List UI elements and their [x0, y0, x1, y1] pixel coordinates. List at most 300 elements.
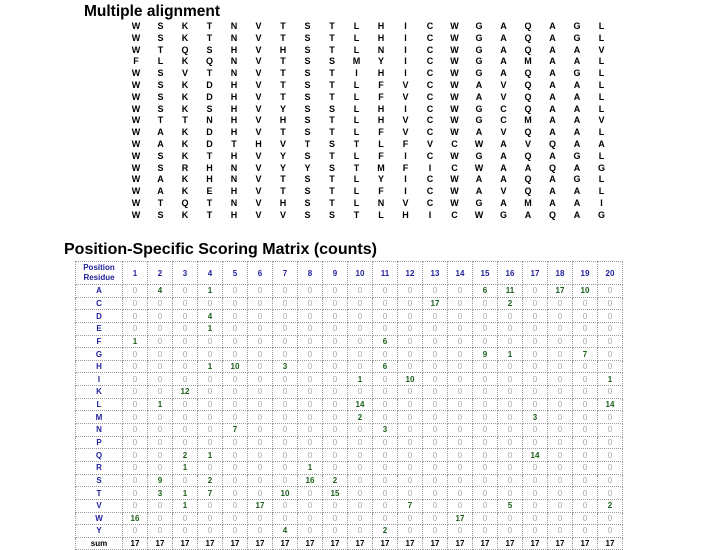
count-cell: 0: [273, 373, 298, 386]
sum-cell: 17: [123, 537, 148, 550]
sum-label: sum: [76, 537, 123, 550]
alignment-residue: I: [428, 209, 432, 220]
count-cell: 0: [348, 449, 373, 462]
count-cell: 0: [423, 398, 448, 411]
alignment-residue: C: [426, 80, 434, 90]
count-cell: 0: [448, 335, 473, 348]
alignment-residue: L: [353, 186, 360, 197]
count-cell: 0: [473, 461, 498, 474]
pssm-row-w: [76, 512, 623, 525]
alignment-residue: I: [404, 186, 407, 197]
count-cell: 0: [298, 424, 323, 437]
alignment-residue: A: [598, 139, 605, 149]
count-cell: 0: [423, 525, 448, 538]
alignment-residue: T: [206, 68, 213, 79]
count-cell: 7: [198, 487, 223, 500]
sum-cell: 17: [423, 537, 448, 550]
alignment-residue: T: [206, 209, 213, 220]
alignment-residue: C: [451, 162, 458, 173]
alignment-residue: S: [304, 21, 311, 31]
alignment-residue: A: [549, 174, 556, 185]
sum-cell: 17: [448, 537, 473, 550]
count-cell: 0: [148, 436, 173, 449]
alignment-residue: H: [230, 115, 238, 126]
count-cell: 0: [573, 373, 598, 386]
alignment-residue: W: [450, 56, 459, 67]
alignment-residue: V: [279, 139, 286, 149]
count-cell: 0: [548, 424, 573, 437]
residue-label: A: [76, 285, 123, 298]
alignment-residue: I: [404, 174, 407, 185]
count-cell: 0: [398, 285, 423, 298]
count-cell: 1: [148, 398, 173, 411]
alignment-residue: A: [549, 198, 556, 208]
alignment-residue: L: [378, 209, 384, 220]
alignment-residue: C: [426, 115, 434, 126]
alignment-residue: W: [131, 115, 141, 126]
position-header: 19: [573, 262, 598, 285]
count-cell: 0: [548, 373, 573, 386]
alignment-residue: A: [573, 186, 581, 197]
count-cell: 0: [423, 348, 448, 361]
count-cell: 0: [523, 310, 548, 323]
count-cell: 0: [473, 449, 498, 462]
count-cell: 0: [573, 512, 598, 525]
count-cell: 0: [173, 398, 198, 411]
count-cell: 0: [548, 348, 573, 361]
alignment-residue: S: [304, 91, 311, 102]
alignment-residue: Q: [524, 150, 532, 161]
count-cell: 4: [148, 285, 173, 298]
alignment-residue: K: [181, 91, 189, 102]
count-cell: 0: [423, 285, 448, 298]
alignment-residue: V: [255, 91, 262, 102]
alignment-residue: A: [475, 186, 483, 197]
alignment-residue: S: [304, 80, 311, 90]
alignment-residue: N: [230, 174, 238, 185]
count-cell: 0: [498, 310, 523, 323]
alignment-residue: V: [598, 44, 605, 55]
count-cell: 0: [223, 310, 248, 323]
alignment-residue: W: [474, 139, 484, 149]
count-cell: 0: [323, 360, 348, 373]
count-cell: 0: [198, 424, 223, 437]
alignment-residue: A: [549, 127, 556, 138]
count-cell: 1: [298, 461, 323, 474]
count-cell: 0: [523, 297, 548, 310]
alignment-residue: V: [402, 198, 409, 208]
alignment-residue: G: [597, 162, 605, 173]
count-cell: 0: [473, 512, 498, 525]
count-cell: 0: [373, 436, 398, 449]
count-cell: 0: [598, 348, 623, 361]
count-cell: 14: [348, 398, 373, 411]
alignment-residue: V: [255, 209, 262, 220]
count-cell: 0: [148, 310, 173, 323]
count-cell: 0: [123, 297, 148, 310]
count-cell: 0: [573, 386, 598, 399]
count-cell: 0: [523, 512, 548, 525]
alignment-residue: R: [181, 162, 189, 173]
alignment-residue: V: [255, 150, 262, 161]
count-cell: 0: [173, 348, 198, 361]
alignment-residue: T: [329, 32, 335, 43]
alignment-residue: A: [500, 68, 507, 79]
alignment-residue: W: [131, 91, 141, 102]
alignment-residue: W: [450, 174, 459, 185]
alignment-residue: A: [573, 56, 581, 67]
alignment-residue: T: [280, 32, 286, 43]
count-cell: 0: [323, 348, 348, 361]
residue-label: S: [76, 474, 123, 487]
count-cell: 0: [598, 335, 623, 348]
pssm-row-k: [76, 386, 623, 399]
corner-label: [76, 262, 123, 285]
alignment-residue: W: [450, 127, 459, 138]
count-cell: 0: [323, 499, 348, 512]
alignment-residue: L: [157, 56, 164, 67]
alignment-residue: A: [500, 44, 507, 55]
count-cell: 0: [248, 348, 273, 361]
alignment-residue: V: [500, 186, 507, 197]
count-cell: 0: [248, 322, 273, 335]
alignment-residue: H: [206, 174, 213, 185]
count-cell: 0: [123, 360, 148, 373]
alignment-residue: L: [598, 91, 605, 102]
count-cell: 0: [573, 461, 598, 474]
alignment-residue: T: [206, 21, 213, 31]
sum-cell: 17: [223, 537, 248, 550]
alignment-residue: L: [353, 103, 360, 114]
alignment-residue: L: [598, 32, 605, 43]
count-cell: 0: [373, 474, 398, 487]
alignment-residue: Q: [524, 127, 532, 138]
count-cell: 0: [323, 424, 348, 437]
alignment-residue: G: [475, 150, 483, 161]
alignment-residue: V: [598, 115, 605, 126]
count-cell: 0: [198, 373, 223, 386]
alignment-residue: T: [280, 21, 286, 31]
count-cell: 2: [498, 297, 523, 310]
alignment-residue: L: [598, 103, 605, 114]
count-cell: 0: [423, 335, 448, 348]
count-cell: 0: [173, 297, 198, 310]
position-header: 1: [123, 262, 148, 285]
pssm-row-m: [76, 411, 623, 424]
alignment-residue: L: [378, 139, 384, 149]
count-cell: 4: [273, 525, 298, 538]
alignment-residue: V: [255, 32, 262, 43]
alignment-residue: W: [450, 150, 459, 161]
alignment-residue: S: [157, 68, 164, 79]
alignment-residue: F: [378, 80, 384, 90]
alignment-residue: V: [500, 127, 507, 138]
count-cell: 0: [548, 436, 573, 449]
alignment-residue: V: [181, 68, 188, 79]
count-cell: 0: [423, 487, 448, 500]
count-cell: 0: [548, 461, 573, 474]
count-cell: 0: [548, 525, 573, 538]
count-cell: 0: [123, 310, 148, 323]
alignment-residue: Y: [304, 162, 311, 173]
count-cell: 0: [548, 474, 573, 487]
alignment-residue: W: [131, 174, 141, 185]
count-cell: 0: [323, 335, 348, 348]
count-cell: 0: [248, 461, 273, 474]
count-cell: 0: [173, 335, 198, 348]
alignment-residue: Q: [524, 21, 532, 31]
alignment-residue: A: [573, 139, 581, 149]
count-cell: 0: [423, 474, 448, 487]
count-cell: 0: [298, 512, 323, 525]
count-cell: 0: [273, 411, 298, 424]
alignment-residue: Q: [548, 139, 556, 149]
count-cell: 0: [173, 360, 198, 373]
count-cell: 0: [373, 373, 398, 386]
count-cell: 0: [523, 360, 548, 373]
count-cell: 0: [123, 411, 148, 424]
alignment-residue: V: [255, 174, 262, 185]
count-cell: 0: [448, 348, 473, 361]
alignment-residue: A: [500, 32, 507, 43]
count-cell: 0: [248, 512, 273, 525]
count-cell: 0: [473, 386, 498, 399]
alignment-residue: L: [598, 174, 605, 185]
alignment-residue: S: [304, 186, 311, 197]
alignment-residue: K: [181, 32, 189, 43]
position-header: 6: [248, 262, 273, 285]
sum-cell: 17: [473, 537, 498, 550]
count-cell: 0: [323, 398, 348, 411]
sum-cell: 17: [498, 537, 523, 550]
alignment-residue: S: [304, 209, 311, 220]
sum-cell: 17: [248, 537, 273, 550]
position-header: 20: [598, 262, 623, 285]
alignment-residue: V: [426, 139, 433, 149]
count-cell: 0: [248, 424, 273, 437]
alignment-residue: L: [598, 127, 605, 138]
count-cell: 0: [523, 398, 548, 411]
count-cell: 0: [598, 322, 623, 335]
count-cell: 0: [323, 386, 348, 399]
count-cell: 0: [548, 297, 573, 310]
position-header: 11: [373, 262, 398, 285]
position-header: 12: [398, 262, 423, 285]
alignment-residue: L: [353, 150, 360, 161]
alignment-residue: S: [157, 91, 164, 102]
position-header: 7: [273, 262, 298, 285]
alignment-residue: D: [206, 139, 213, 149]
count-cell: 0: [148, 335, 173, 348]
count-cell: 0: [273, 310, 298, 323]
alignment-residue: S: [157, 162, 164, 173]
alignment-residue: Q: [524, 68, 532, 79]
alignment-residue: V: [524, 139, 531, 149]
count-cell: 0: [323, 322, 348, 335]
count-cell: 0: [173, 322, 198, 335]
count-cell: 0: [173, 285, 198, 298]
count-cell: 0: [573, 436, 598, 449]
alignment-residue: L: [598, 150, 605, 161]
corner-position-label: Position: [83, 263, 115, 272]
count-cell: 0: [298, 348, 323, 361]
count-cell: 0: [523, 525, 548, 538]
count-cell: 0: [448, 411, 473, 424]
count-cell: 0: [198, 386, 223, 399]
alignment-residue: H: [206, 162, 213, 173]
alignment-residue: A: [549, 186, 556, 197]
alignment-residue: W: [450, 21, 459, 31]
alignment-residue: M: [524, 115, 532, 126]
alignment-residue: G: [597, 209, 605, 220]
count-cell: 0: [148, 297, 173, 310]
count-cell: 0: [573, 297, 598, 310]
alignment-residue: Q: [548, 209, 556, 220]
alignment-residue: S: [157, 150, 164, 161]
count-cell: 0: [123, 487, 148, 500]
count-cell: 0: [198, 512, 223, 525]
count-cell: 0: [573, 398, 598, 411]
count-cell: 0: [148, 499, 173, 512]
count-cell: 0: [298, 487, 323, 500]
alignment-residue: T: [157, 198, 164, 208]
count-cell: 0: [398, 386, 423, 399]
alignment-residue: K: [181, 21, 189, 31]
count-cell: 10: [273, 487, 298, 500]
count-cell: 0: [123, 398, 148, 411]
alignment-residue: A: [549, 150, 556, 161]
alignment-residue: A: [157, 186, 164, 197]
alignment-residue: A: [549, 80, 556, 90]
count-cell: 0: [198, 348, 223, 361]
count-cell: 0: [248, 487, 273, 500]
count-cell: 0: [273, 285, 298, 298]
count-cell: 0: [373, 512, 398, 525]
alignment-residue: Q: [524, 44, 532, 55]
alignment-residue: T: [206, 32, 213, 43]
alignment-residue: N: [377, 44, 385, 55]
alignment-residue: F: [378, 127, 384, 138]
alignment-residue: N: [377, 198, 385, 208]
alignment-residue: S: [157, 21, 164, 31]
count-cell: 0: [548, 411, 573, 424]
pssm-row-e: [76, 322, 623, 335]
count-cell: 17: [248, 499, 273, 512]
count-cell: 0: [598, 525, 623, 538]
count-cell: 0: [148, 373, 173, 386]
count-cell: 0: [523, 436, 548, 449]
count-cell: 0: [198, 398, 223, 411]
count-cell: 0: [398, 424, 423, 437]
alignment-residue: T: [329, 115, 335, 126]
count-cell: 0: [598, 424, 623, 437]
alignment-residue: A: [573, 209, 581, 220]
count-cell: 0: [298, 449, 323, 462]
count-cell: 10: [573, 285, 598, 298]
alignment-residue: S: [328, 103, 335, 114]
alignment-residue: C: [426, 44, 434, 55]
count-cell: 0: [548, 310, 573, 323]
count-cell: 0: [123, 436, 148, 449]
pssm-body: [76, 285, 623, 550]
count-cell: 0: [223, 499, 248, 512]
alignment-residue: S: [304, 174, 311, 185]
count-cell: 1: [173, 487, 198, 500]
count-cell: 0: [223, 474, 248, 487]
count-cell: 4: [198, 310, 223, 323]
count-cell: 0: [473, 436, 498, 449]
count-cell: 0: [473, 525, 498, 538]
alignment-residue: T: [280, 127, 286, 138]
count-cell: 0: [498, 474, 523, 487]
count-cell: 0: [473, 424, 498, 437]
count-cell: 0: [298, 398, 323, 411]
alignment-residue: C: [500, 103, 507, 114]
pssm-row-h: [76, 360, 623, 373]
pssm-row-q: [76, 449, 623, 462]
alignment-residue: C: [426, 198, 434, 208]
alignment-residue: H: [279, 115, 287, 126]
alignment-residue: A: [500, 21, 507, 31]
count-cell: 0: [223, 461, 248, 474]
alignment-residue: H: [230, 91, 238, 102]
alignment-residue: N: [230, 32, 238, 43]
count-cell: 0: [273, 386, 298, 399]
alignment-residue: M: [524, 56, 532, 67]
count-cell: 0: [423, 386, 448, 399]
alignment-residue: C: [426, 56, 434, 67]
count-cell: 0: [573, 411, 598, 424]
count-cell: 17: [448, 512, 473, 525]
alignment-residue: T: [329, 186, 335, 197]
count-cell: 0: [398, 360, 423, 373]
count-cell: 10: [398, 373, 423, 386]
alignment-residue: S: [206, 44, 213, 55]
alignment-residue: S: [304, 103, 311, 114]
count-cell: 0: [223, 398, 248, 411]
alignment-residue: T: [329, 44, 335, 55]
position-header: 10: [348, 262, 373, 285]
alignment-residue: T: [157, 44, 164, 55]
count-cell: 0: [273, 436, 298, 449]
count-cell: 0: [373, 461, 398, 474]
count-cell: 0: [498, 398, 523, 411]
count-cell: 1: [173, 499, 198, 512]
count-cell: 0: [248, 398, 273, 411]
alignment-residue: H: [230, 80, 238, 90]
count-cell: 0: [223, 373, 248, 386]
sum-cell: 17: [273, 537, 298, 550]
count-cell: 0: [373, 398, 398, 411]
count-cell: 0: [173, 310, 198, 323]
count-cell: 0: [598, 512, 623, 525]
count-cell: 0: [123, 474, 148, 487]
alignment-residue: Q: [524, 91, 532, 102]
count-cell: 3: [148, 487, 173, 500]
count-cell: 0: [448, 525, 473, 538]
alignment-residue: A: [157, 139, 164, 149]
alignment-residue: A: [475, 127, 483, 138]
count-cell: 0: [498, 360, 523, 373]
count-cell: 0: [423, 436, 448, 449]
alignment-residue: I: [404, 103, 407, 114]
alignment-residue: T: [329, 150, 335, 161]
alignment-residue: V: [279, 209, 286, 220]
alignment-residue: G: [475, 56, 483, 67]
alignment-residue: H: [230, 127, 238, 138]
count-cell: 0: [473, 322, 498, 335]
alignment-residue: Y: [279, 103, 286, 114]
